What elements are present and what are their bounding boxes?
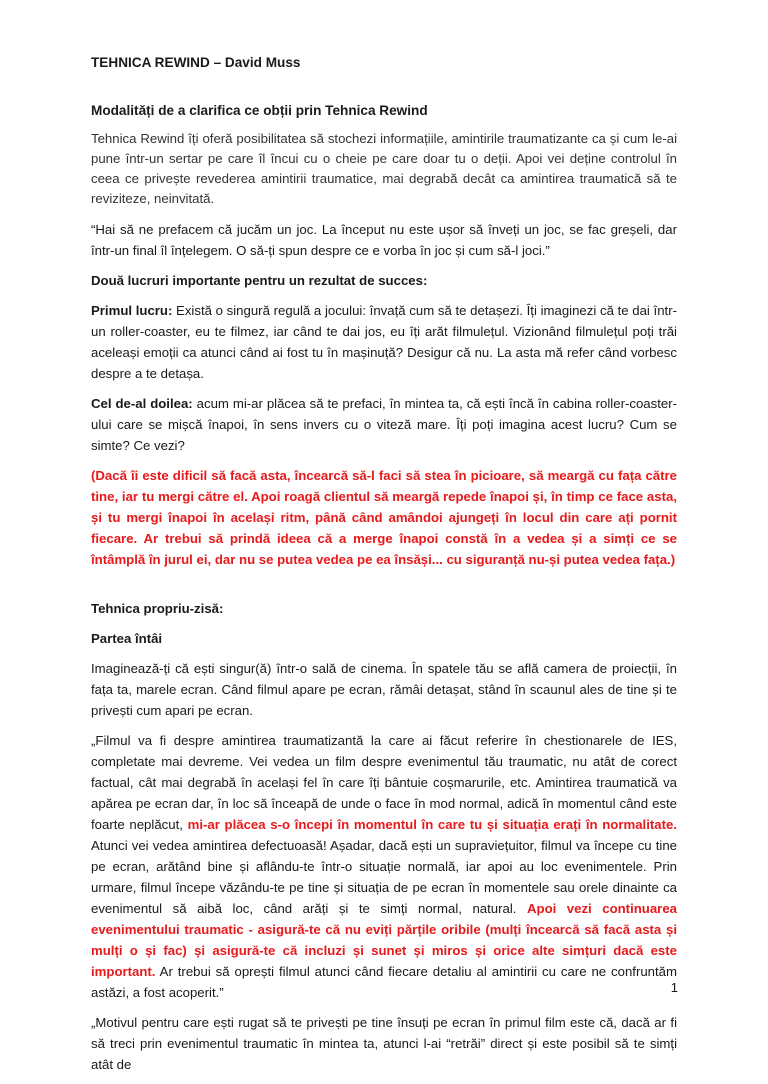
game-quote: “Hai să ne prefacem că jucăm un joc. La început nu este ușor să înveți un joc, se fac greșeli, dar într-un final îl înțelegem. O să-ți spun despre ce e vorba în joc și cum să-l joci.” <box>91 222 677 258</box>
document-title: TEHNICA REWIND – David Muss <box>91 55 301 70</box>
film-quote-paragraph <box>91 730 677 1003</box>
second-thing-text: acum mi-ar plăcea să te prefaci, în mintea ta, că ești încă în cabina roller-coaster-ului care se mișcă înapoi, în sens invers cu o viteză mare. Îți poți imagina acest lucru? Cum se simte? Ce vezi? <box>91 396 677 453</box>
first-thing-label: Primul lucru: <box>91 303 173 318</box>
first-thing-text: Există o singură regulă a jocului: învață cum să te detașezi. Îți imaginezi că te dai într-un roller-coaster, eu te filmez, iar când te dai jos, eu îți arăt filmulețul. Vizionând filmulețul poți trăi aceleași emoții ca atunci când ai fost tu în mașinuță? Desigur că nu. La asta mă refer când vorbesc despre a te detașa. <box>91 303 677 381</box>
motive-paragraph: „Motivul pentru care ești rugat să te privești pe tine însuți pe ecran în primul film este că, dacă ar fi să treci prin evenimentul traumatic în mintea ta, atunci l-ai “retrăi” direct și este posibil să te simți atât de <box>91 1015 677 1072</box>
intro-paragraph: Tehnica Rewind îți oferă posibilitatea să stochezi informațiile, amintirile traumatizante ca și cum le-ai pune într-un sertar pe care îl încui cu o cheie pe care doar tu o deții. Apoi vei deține controlul în ceea ce privește revederea amintirii traumatice, mai degrabă decât ca amintirea traumatică să te revizitezе, neinvitată. <box>91 131 677 206</box>
film-quote-text-e: Ar trebui să oprești filmul atunci când fiecare detaliu al amintirii cu care ne confruntăm astăzi, a fost acoperit.” <box>91 964 677 1000</box>
first-thing-paragraph <box>91 300 677 384</box>
second-thing-paragraph <box>91 393 677 456</box>
spacer <box>91 579 677 598</box>
two-things-heading: Două lucruri importante pentru un rezultat de succes: <box>91 273 428 288</box>
film-quote-highlight-2: Apoi vezi continuarea evenimentului traumatic - asigură-te că nu eviți părțile oribile (mulți încearcă să facă asta și mulți o și fac) și asigură-te că incluzi și sunet și miros și orice alte simțuri dacă este important. <box>91 901 677 979</box>
second-thing-label: Cel de-al doilea: <box>91 396 193 411</box>
page-number: 1 <box>670 980 678 995</box>
film-quote-highlight-1: mi-ar plăcea s-o începi în momentul în care tu și situația erați în normalitate. <box>187 817 678 832</box>
technique-heading: Tehnica propriu-zisă: <box>91 601 224 616</box>
part-one-paragraph: Imaginează-ți că ești singur(ă) într-o sală de cinema. În spatele tău se află camera de proiecții, în fața ta, marele ecran. Când filmul apare pe ecran, rămâi detașat, stând în scaunul ales de tine și te privești cum apari pe ecran. <box>91 661 677 718</box>
document-body <box>91 52 677 1084</box>
section-heading: Modalități de a clarifica ce obții prin Tehnica Rewind <box>91 103 428 118</box>
film-quote-text-a: „Filmul va fi despre amintirea traumatizantă la care ai făcut referire în chestionarele de IES, completate mai devreme. Vei vedea un film despre evenimentul tău traumatic, nu atât de corect factual, cât mai degrabă în același fel în care îți bântuie coșmarurile, etc. Amintirea traumatică va apărea pe ecran dar, în loc să înceapă de unde o face în mod normal, adică în momentul când este foarte neplăcut, <box>91 733 677 832</box>
instruction-note: (Dacă îi este dificil să facă asta, încearcă să-l faci să stea în picioare, să meargă cu fața către tine, iar tu mergi către el. Apoi roagă clientul să meargă repede înapoi și, în timp ce face asta, și tu mergi înapoi în același ritm, până când amândoi ajungeți în locul din care ați pornit fiecare. Ar trebui să prindă ideea că a merge înapoi constă în a vedea și a simți ce se întâmplă în jurul ei, dar nu se putea vedea pe ea însăși... cu siguranță nu-și putea vedea fața.) <box>91 468 677 567</box>
part-one-heading: Partea întâi <box>91 631 163 646</box>
film-quote-text-c: Atunci vei vedea amintirea defectuoasă! Așadar, dacă ești un supraviețuitor, filmul va începe cu tine pe ecran, arătând bine și aflându-te într-o situație normală, iar apoi au loc evenimentele. Prin urmare, filmul începe văzându-te pe tine și situația de pe ecran în momentele sau orele dinainte ca evenimentul să aibă loc, când arăți și te simți normal, natural. <box>91 838 677 916</box>
